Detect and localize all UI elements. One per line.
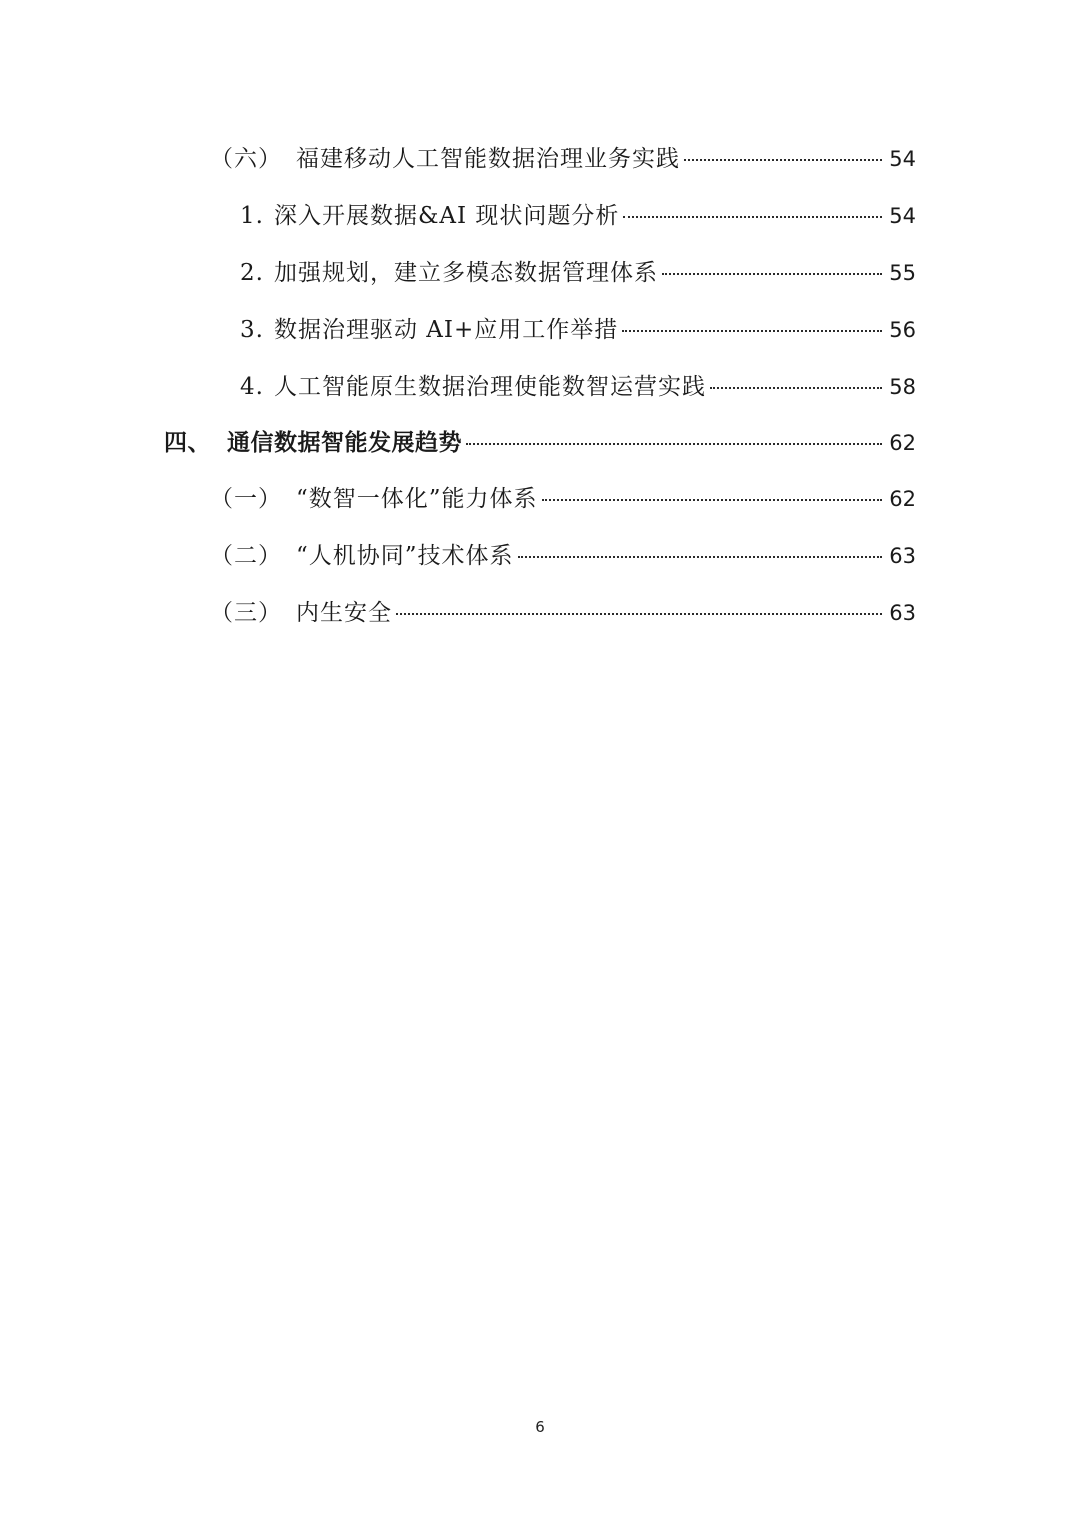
- toc-dot-leader: [710, 387, 882, 389]
- toc-entry-marker: 3.: [240, 317, 264, 343]
- toc-entry-marker: 1.: [240, 203, 264, 229]
- toc-entry[interactable]: [240, 311, 916, 351]
- toc-entry-marker: （六）: [210, 146, 282, 172]
- toc-dot-leader: [466, 443, 882, 445]
- toc-entry-marker: 2.: [240, 260, 264, 286]
- toc-entry-title: 通信数据智能发展趋势: [227, 430, 462, 456]
- toc-entry-page: 62: [889, 431, 916, 455]
- toc-entry-title: 福建移动人工智能数据治理业务实践: [296, 146, 680, 172]
- toc-entry[interactable]: [240, 254, 916, 294]
- toc-dot-leader: [684, 159, 882, 161]
- toc-dot-leader: [396, 613, 882, 615]
- toc-entry-marker: （一）: [210, 486, 282, 512]
- toc-dot-leader: [542, 499, 882, 501]
- page-number: 6: [535, 1418, 545, 1436]
- toc-entry-title: 数据治理驱动 AI+应用工作举措: [273, 317, 619, 343]
- toc-entry-title: 人工智能原生数据治理使能数智运营实践: [273, 374, 706, 400]
- toc-entry-page: 55: [889, 261, 916, 285]
- toc-entry-page: 62: [889, 487, 916, 511]
- toc-entry-chapter[interactable]: [164, 424, 916, 464]
- toc-entry-marker: 四、: [164, 430, 211, 456]
- toc-dot-leader: [518, 556, 882, 558]
- toc-entry-title: 内生安全: [296, 600, 392, 626]
- toc-entry[interactable]: [210, 140, 916, 180]
- toc-entry[interactable]: [210, 594, 916, 634]
- toc-entry-page: 63: [889, 544, 916, 568]
- toc-dot-leader: [623, 216, 882, 218]
- toc-entry-marker: 4.: [240, 374, 264, 400]
- toc-entry-page: 58: [889, 375, 916, 399]
- toc-entry[interactable]: [210, 537, 916, 577]
- toc-entry[interactable]: [240, 197, 916, 237]
- toc-entry[interactable]: [240, 368, 916, 408]
- toc-entry-page: 56: [889, 318, 916, 342]
- toc-entry-marker: （三）: [210, 600, 282, 626]
- toc-entry-page: 54: [889, 204, 916, 228]
- toc-entry-marker: （二）: [210, 543, 282, 569]
- toc-entry-title: “数智一体化”能力体系: [296, 486, 538, 512]
- toc-entry-page: 63: [889, 601, 916, 625]
- toc-dot-leader: [622, 330, 882, 332]
- toc-dot-leader: [662, 273, 882, 275]
- toc-entry-title: “人机协同”技术体系: [296, 543, 514, 569]
- toc-entry-page: 54: [889, 147, 916, 171]
- toc-entry-title: 深入开展数据&AI 现状问题分析: [273, 203, 620, 229]
- toc-entry-title: 加强规划，建立多模态数据管理体系: [273, 260, 658, 286]
- toc-entry[interactable]: [210, 480, 916, 520]
